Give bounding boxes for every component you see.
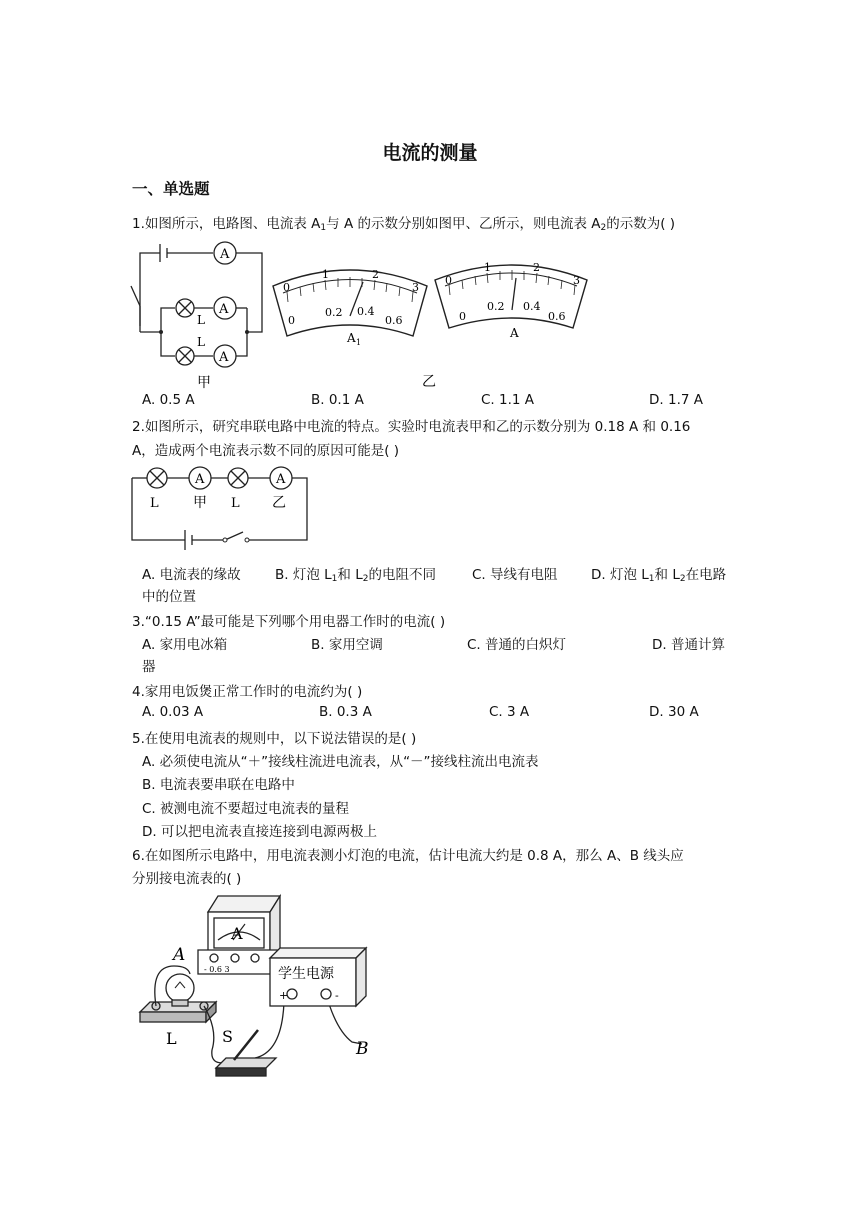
- lamp-l1-label: L: [150, 496, 159, 511]
- q1-option-b[interactable]: B. 0.1 A: [311, 392, 364, 408]
- wire-end-b-label: B: [356, 1039, 369, 1059]
- question-1-stem: 1.如图所示，电路图、电流表 $A_1$与 A 的示数分别如图甲、乙所示，则电流表 $A_2$的示数为( ): [132, 216, 676, 233]
- lamp-l2-label: L: [231, 496, 240, 511]
- q1-option-c[interactable]: C. 1.1 A: [481, 392, 535, 408]
- q3-option-d[interactable]: D. 普通计算: [652, 637, 725, 653]
- ammeter-jia-label: 甲: [193, 495, 207, 511]
- svg-text:0: 0: [459, 310, 466, 323]
- lamp-label: L: [166, 1029, 177, 1048]
- svg-text:0.2: 0.2: [487, 300, 505, 313]
- lamp-l1-label: L: [197, 313, 205, 327]
- q4-option-c[interactable]: C. 3 A: [489, 704, 530, 720]
- svg-text:2: 2: [372, 268, 379, 281]
- svg-text:1: 1: [356, 338, 362, 347]
- svg-text:0.4: 0.4: [523, 300, 541, 313]
- svg-text:0.2: 0.2: [325, 306, 343, 319]
- q4-option-d[interactable]: D. 30 A: [649, 704, 699, 720]
- page-title: 电流的测量: [382, 142, 478, 164]
- svg-text:3: 3: [573, 274, 580, 287]
- svg-text:0: 0: [283, 281, 290, 294]
- q5-option-c[interactable]: C. 被测电流不要超过电流表的量程: [142, 801, 350, 817]
- ammeter-dial-a1: [273, 268, 427, 347]
- ammeter-yi-label: 乙: [272, 495, 286, 511]
- ammeter-terminal-labels: - 0.6 3: [204, 965, 230, 974]
- lamp-l2-label: L: [197, 335, 205, 349]
- svg-text:0.6: 0.6: [548, 310, 566, 323]
- q2-option-d-continued: 中的位置: [142, 589, 196, 605]
- switch-label: S: [222, 1027, 233, 1046]
- ammeter-dial-a: [435, 261, 587, 340]
- q5-option-b[interactable]: B. 电流表要串联在电路中: [142, 777, 295, 793]
- q2-option-a[interactable]: A. 电流表的缘故: [142, 567, 241, 583]
- question-2-figure: [125, 460, 315, 556]
- svg-text:1: 1: [484, 261, 491, 274]
- svg-text:0.6: 0.6: [385, 314, 403, 327]
- q3-option-b[interactable]: B. 家用空调: [311, 637, 383, 653]
- q3-option-c[interactable]: C. 普通的白炽灯: [467, 637, 567, 653]
- svg-text:A: A: [510, 326, 519, 340]
- svg-text:0: 0: [288, 314, 295, 327]
- svg-text:3: 3: [412, 281, 419, 294]
- figure-yi-label: 乙: [422, 374, 436, 390]
- question-2-stem-line1: 2.如图所示，研究串联电路中电流的特点。实验时电流表甲和乙的示数分别为 0.18 A 和 0.16: [132, 419, 691, 435]
- wire-end-a-label: A: [173, 945, 186, 965]
- question-6-figure: [130, 890, 390, 1082]
- svg-text:A: A: [347, 331, 356, 345]
- question-2-stem-line2: A，造成两个电流表示数不同的原因可能是( ): [132, 443, 400, 459]
- q2-option-d[interactable]: D. 灯泡 $L_1$和 $L_2$在电路: [591, 567, 727, 584]
- q2-option-c[interactable]: C. 导线有电阻: [472, 567, 558, 583]
- ammeter-symbol: A: [220, 247, 230, 262]
- q5-option-d[interactable]: D. 可以把电流表直接连接到电源两极上: [142, 824, 377, 840]
- question-5-stem: 5.在使用电流表的规则中，以下说法错误的是( ): [132, 731, 417, 747]
- power-minus: -: [335, 989, 339, 1002]
- question-3-stem: 3.“0.15 A”最可能是下列哪个用电器工作时的电流( ): [132, 614, 446, 630]
- q3-option-d-continued: 器: [142, 659, 156, 675]
- question-6-stem-line1: 6.在如图所示电路中，用电流表测小灯泡的电流，估计电流大约是 0.8 A，那么 A、B 线头应: [132, 848, 684, 864]
- ammeter-a2-symbol: A: [219, 350, 229, 365]
- question-1-figure: [125, 236, 625, 391]
- question-4-stem: 4.家用电饭煲正常工作时的电流约为( ): [132, 684, 363, 700]
- section-heading: 一、单选题: [132, 180, 210, 198]
- power-plus: +: [279, 989, 289, 1002]
- q2-option-b[interactable]: B. 灯泡 $L_1$和 $L_2$的电阻不同: [275, 567, 436, 584]
- q3-option-a[interactable]: A. 家用电冰箱: [142, 637, 228, 653]
- ammeter-letter: A: [231, 924, 243, 943]
- svg-text:0: 0: [445, 274, 452, 287]
- svg-text:0.4: 0.4: [357, 305, 375, 318]
- q1-option-a[interactable]: A. 0.5 A: [142, 392, 195, 408]
- question-6-stem-line2: 分别接电流表的( ): [132, 871, 242, 887]
- q4-option-a[interactable]: A. 0.03 A: [142, 704, 204, 720]
- svg-text:2: 2: [533, 261, 540, 274]
- svg-text:1: 1: [322, 268, 329, 281]
- ammeter-yi-symbol: A: [276, 472, 286, 487]
- q1-option-d[interactable]: D. 1.7 A: [649, 392, 703, 408]
- ammeter-a1-symbol: A: [219, 302, 229, 317]
- q4-option-b[interactable]: B. 0.3 A: [319, 704, 372, 720]
- power-supply-label: 学生电源: [278, 966, 334, 982]
- q5-option-a[interactable]: A. 必须使电流从“＋”接线柱流进电流表，从“－”接线柱流出电流表: [142, 754, 539, 770]
- figure-jia-label: 甲: [197, 375, 211, 391]
- ammeter-jia-symbol: A: [195, 472, 205, 487]
